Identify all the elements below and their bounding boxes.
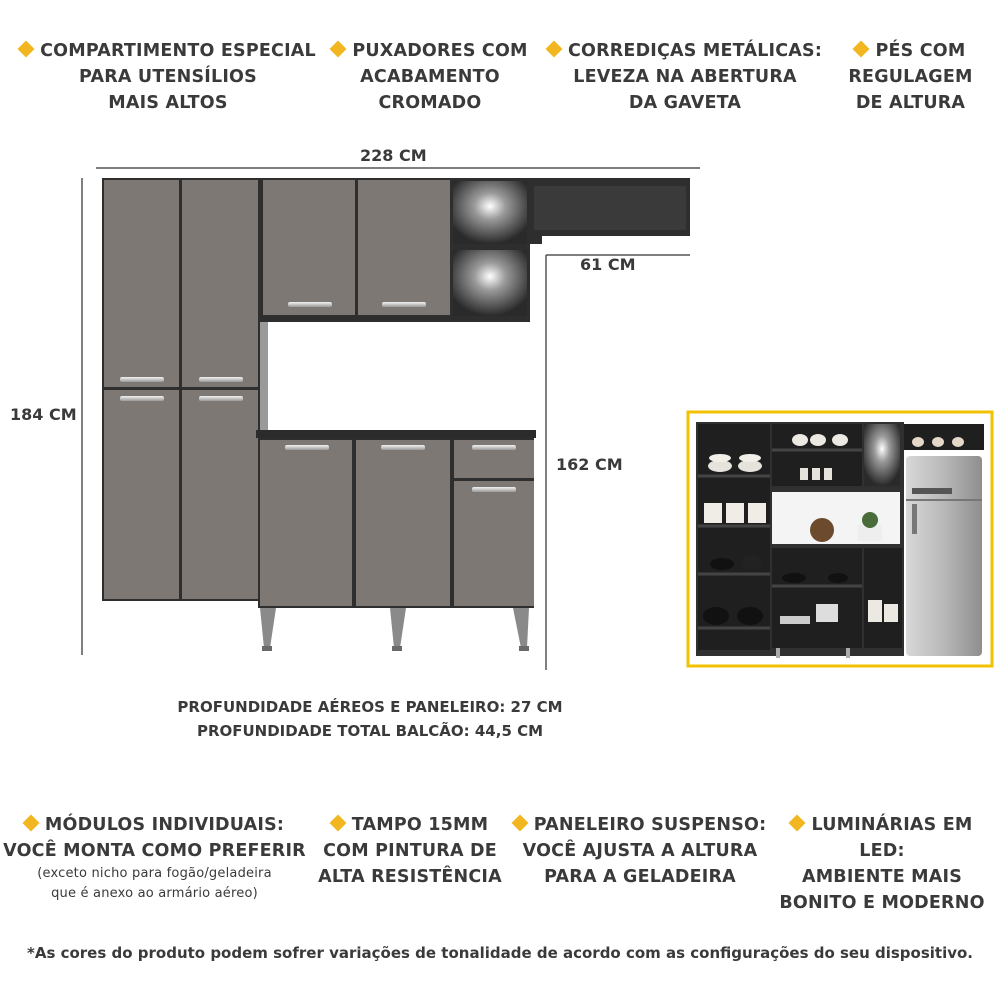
base-counter — [256, 430, 536, 651]
diamond-bullet-icon — [511, 815, 528, 832]
upper-cabinets — [260, 178, 690, 322]
counter-height-label: 162 CM — [556, 455, 623, 474]
diamond-bullet-icon — [329, 815, 346, 832]
refrigerator — [906, 456, 982, 656]
adjustable-foot — [390, 608, 406, 648]
feature-chrome-handles: PUXADORES COM ACABAMENTO CROMADO — [325, 38, 535, 116]
depth-notes — [150, 695, 590, 743]
kitchen-photo-inset — [688, 412, 992, 666]
handle — [288, 302, 332, 307]
handle — [120, 396, 164, 401]
feature-led-lights: LUMINÁRIAS EM LED: AMBIENTE MAIS BONITO E MODERNO — [779, 815, 985, 913]
handle — [120, 377, 164, 382]
feature-individual-modules: MÓDULOS INDIVIDUAIS: VOCÊ MONTA COMO PREFERIR (exceto nicho para fogão/geladeira que é anexo ao armário aéreo) — [3, 815, 306, 901]
diamond-bullet-icon — [789, 815, 806, 832]
diamond-bullet-icon — [22, 815, 39, 832]
depth-upper-note: PROFUNDIDADE AÉREOS E PANELEIRO: 27 CM — [177, 698, 563, 716]
handle — [472, 445, 516, 450]
adjustable-foot — [260, 608, 276, 648]
base-door-right — [454, 481, 534, 606]
feature-tall-compartment: COMPARTIMENTO ESPECIAL PARA UTENSÍLIOS MAIS ALTOS — [18, 38, 318, 116]
led-niche-bottom — [453, 250, 527, 316]
feature-suspended-pantry: PANELEIRO SUSPENSO: VOCÊ AJUSTA A ALTURA PARA A GELADEIRA — [512, 812, 768, 890]
pantry-door-top-right — [182, 180, 258, 387]
countertop — [256, 430, 536, 438]
handle — [285, 445, 329, 450]
led-niche-top — [453, 181, 527, 244]
upper-door-left — [263, 180, 355, 315]
pantry-door-bottom-right — [182, 390, 258, 599]
handle — [382, 302, 426, 307]
handle — [199, 377, 243, 382]
height-label: 184 CM — [10, 405, 77, 424]
feature-adjustable-feet: PÉS COM REGULAGEM DE ALTURA — [848, 41, 973, 113]
handle — [472, 487, 516, 492]
pantry-door-top-left — [104, 180, 179, 387]
pantry-door-bottom-left — [104, 390, 179, 599]
base-door-middle — [356, 440, 450, 606]
upper-door-right — [358, 180, 450, 315]
shelf-width-label: 61 CM — [580, 255, 636, 274]
width-label: 228 CM — [360, 146, 427, 165]
side-panel — [260, 322, 268, 432]
depth-counter-note: PROFUNDIDADE TOTAL BALCÃO: 44,5 CM — [196, 722, 544, 740]
adjustable-foot — [513, 608, 529, 648]
base-door-left — [260, 440, 352, 606]
handle — [199, 396, 243, 401]
feature-countertop: TAMPO 15MM COM PINTURA DE ALTA RESISTÊNCIA — [318, 815, 502, 887]
tall-pantry-cabinet — [102, 178, 260, 601]
handle — [381, 445, 425, 450]
feature-metal-slides: CORREDIÇAS METÁLICAS: LEVEZA NA ABERTURA DA GAVETA — [540, 38, 830, 116]
color-disclaimer: *As cores do produto podem sofrer variações de tonalidade de acordo com as configurações do seu dispositivo. — [26, 944, 974, 962]
